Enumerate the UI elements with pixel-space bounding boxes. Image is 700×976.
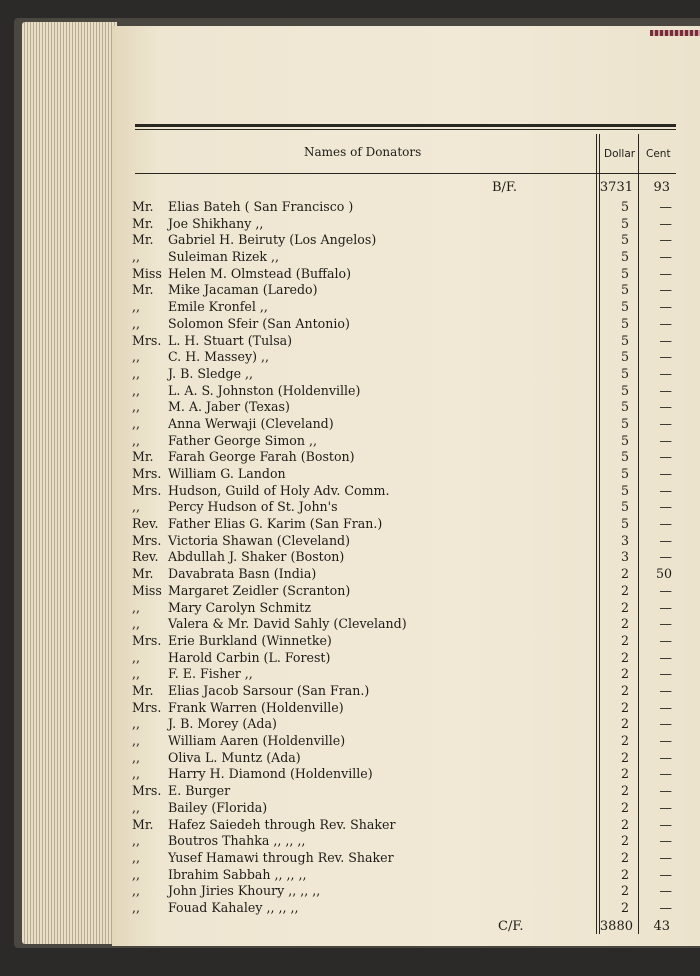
bookmark-ribbon xyxy=(650,30,700,36)
donation-cent: — xyxy=(659,432,672,448)
table-row xyxy=(132,583,680,600)
carried-forward-cent: 43 xyxy=(653,919,670,934)
donation-cent: — xyxy=(659,899,672,915)
table-row xyxy=(132,383,680,400)
donator-name: Harry H. Diamond (Holdenville) xyxy=(168,766,373,782)
table-row xyxy=(132,833,680,850)
donator-prefix: ,, xyxy=(132,315,141,331)
table-row xyxy=(132,266,680,283)
donator-name: Margaret Zeidler (Scranton) xyxy=(168,582,351,598)
table-row xyxy=(132,433,680,450)
donator-name: Harold Carbin (L. Forest) xyxy=(168,649,331,665)
donation-dollar: 5 xyxy=(620,382,629,398)
donator-name: Elias Bateh ( San Francisco ) xyxy=(168,199,354,214)
donator-name: John Jiries Khoury ,, ,, ,, xyxy=(168,883,321,899)
donator-name: L. A. S. Johnston (Holdenville) xyxy=(168,382,361,398)
donator-name: Farah George Farah (Boston) xyxy=(168,449,355,465)
donator-name: E. Burger xyxy=(168,783,231,799)
donation-dollar: 5 xyxy=(620,399,629,415)
donation-dollar: 5 xyxy=(620,466,629,482)
donation-cent: — xyxy=(659,382,672,398)
table-row xyxy=(132,416,680,433)
donator-prefix: Mrs. xyxy=(132,632,162,648)
donator-name: L. H. Stuart (Tulsa) xyxy=(168,332,293,348)
donator-name: Mike Jacaman (Laredo) xyxy=(168,282,318,298)
donator-prefix: ,, xyxy=(132,866,141,882)
donation-cent: — xyxy=(659,749,672,765)
table-row xyxy=(132,766,680,783)
donator-prefix: Mr. xyxy=(132,215,154,231)
table-row xyxy=(132,700,680,717)
top-rule-thin xyxy=(135,129,676,130)
donator-prefix: Mr. xyxy=(132,449,154,465)
donation-dollar: 5 xyxy=(620,265,629,281)
donation-cent: — xyxy=(659,249,672,265)
donation-dollar: 2 xyxy=(620,799,629,815)
donator-prefix: ,, xyxy=(132,833,141,849)
donator-name: M. A. Jaber (Texas) xyxy=(168,399,290,415)
donator-name: Elias Jacob Sarsour (San Fran.) xyxy=(168,683,370,698)
header-rule xyxy=(135,173,676,174)
table-row xyxy=(132,232,680,249)
table-row xyxy=(132,867,680,884)
donation-cent: — xyxy=(659,399,672,415)
carried-forward-label: C/F. xyxy=(498,919,524,934)
donator-prefix: ,, xyxy=(132,716,141,732)
table-row xyxy=(132,316,680,333)
donator-prefix: ,, xyxy=(132,249,141,265)
table-row xyxy=(132,499,680,516)
donator-name: William Aaren (Holdenville) xyxy=(168,733,346,749)
donation-dollar: 5 xyxy=(620,282,629,298)
donation-cent: — xyxy=(659,299,672,315)
donator-prefix: Mr. xyxy=(132,232,154,248)
donator-name: Emile Kronfel ,, xyxy=(168,299,268,315)
table-row xyxy=(132,249,680,266)
donation-dollar: 2 xyxy=(620,816,629,832)
donation-cent: — xyxy=(659,349,672,365)
table-row xyxy=(132,616,680,633)
donator-prefix: ,, xyxy=(132,766,141,782)
donation-cent: — xyxy=(659,265,672,281)
donation-dollar: 2 xyxy=(620,632,629,648)
donation-dollar: 5 xyxy=(620,516,629,532)
brought-forward-cent: 93 xyxy=(653,180,670,195)
donation-dollar: 2 xyxy=(620,582,629,598)
donation-cent: — xyxy=(659,499,672,515)
donation-dollar: 2 xyxy=(620,866,629,882)
donation-cent: — xyxy=(659,616,672,632)
donator-prefix: ,, xyxy=(132,415,141,431)
donator-prefix: ,, xyxy=(132,599,141,615)
donation-cent: — xyxy=(659,716,672,732)
donator-prefix: ,, xyxy=(132,432,141,448)
donation-dollar: 2 xyxy=(620,766,629,782)
donation-dollar: 5 xyxy=(620,315,629,331)
donator-name: C. H. Massey) ,, xyxy=(168,349,270,365)
donation-cent: — xyxy=(659,365,672,381)
donation-dollar: 5 xyxy=(620,199,629,214)
table-row xyxy=(132,533,680,550)
donation-dollar: 5 xyxy=(620,365,629,381)
donation-dollar: 2 xyxy=(620,649,629,665)
donator-prefix: Mrs. xyxy=(132,466,162,482)
donator-prefix: Mr. xyxy=(132,566,154,582)
donator-name: William G. Landon xyxy=(168,466,286,482)
donator-prefix: ,, xyxy=(132,382,141,398)
donation-dollar: 2 xyxy=(620,733,629,749)
donation-dollar: 2 xyxy=(620,899,629,915)
table-row xyxy=(132,349,680,366)
donation-cent: — xyxy=(659,549,672,565)
donation-cent: — xyxy=(659,199,672,214)
donator-name: Erie Burkland (Winnetke) xyxy=(168,632,332,648)
donator-name: Helen M. Olmstead (Buffalo) xyxy=(168,265,352,281)
table-row xyxy=(132,516,680,533)
donation-cent: — xyxy=(659,532,672,548)
donator-prefix: Mr. xyxy=(132,199,154,214)
top-rule xyxy=(135,124,676,127)
donation-dollar: 2 xyxy=(620,666,629,682)
donation-dollar: 5 xyxy=(620,299,629,315)
donation-cent: — xyxy=(659,866,672,882)
donator-name: Victoria Shawan (Cleveland) xyxy=(168,532,351,548)
donation-cent: — xyxy=(659,849,672,865)
donator-name: Suleiman Rizek ,, xyxy=(168,249,280,265)
donation-cent: — xyxy=(659,632,672,648)
donator-prefix: ,, xyxy=(132,749,141,765)
donator-prefix: Mrs. xyxy=(132,532,162,548)
donator-prefix: Mrs. xyxy=(132,783,162,799)
donator-name: Fouad Kahaley ,, ,, ,, xyxy=(168,899,299,915)
donation-dollar: 2 xyxy=(620,683,629,698)
donation-cent: — xyxy=(659,816,672,832)
table-row xyxy=(132,883,680,900)
donator-name: Oliva L. Muntz (Ada) xyxy=(168,749,301,765)
table-row xyxy=(132,900,680,917)
brought-forward-dollar: 3731 xyxy=(599,180,633,195)
table-row xyxy=(132,666,680,683)
donator-prefix: Mr. xyxy=(132,816,154,832)
donation-dollar: 2 xyxy=(620,833,629,849)
donation-dollar: 2 xyxy=(620,716,629,732)
donator-prefix: Mrs. xyxy=(132,699,162,715)
donation-cent: — xyxy=(659,733,672,749)
donator-prefix: ,, xyxy=(132,883,141,899)
donation-dollar: 5 xyxy=(620,232,629,248)
donator-name: Valera & Mr. David Sahly (Cleveland) xyxy=(168,616,407,632)
donator-prefix: ,, xyxy=(132,616,141,632)
table-row xyxy=(132,199,680,216)
table-row xyxy=(132,650,680,667)
donation-dollar: 2 xyxy=(620,849,629,865)
donation-cent: — xyxy=(659,315,672,331)
donator-name: Hafez Saiedeh through Rev. Shaker xyxy=(168,816,396,832)
donation-cent: — xyxy=(659,783,672,799)
donation-dollar: 5 xyxy=(620,499,629,515)
donator-prefix: ,, xyxy=(132,799,141,815)
donation-dollar: 2 xyxy=(620,599,629,615)
donator-prefix: Mrs. xyxy=(132,482,162,498)
donator-name: Ibrahim Sabbah ,, ,, ,, xyxy=(168,866,307,882)
donation-cent: — xyxy=(659,699,672,715)
donation-cent: — xyxy=(659,332,672,348)
donation-cent: — xyxy=(659,683,672,698)
donation-cent: — xyxy=(659,466,672,482)
donation-dollar: 5 xyxy=(620,449,629,465)
donator-prefix: Miss xyxy=(132,265,162,281)
donator-name: Gabriel H. Beiruty (Los Angelos) xyxy=(168,232,377,248)
donator-name: Joe Shikhany ,, xyxy=(168,215,264,231)
donation-dollar: 5 xyxy=(620,249,629,265)
donation-cent: — xyxy=(659,232,672,248)
donator-prefix: Mrs. xyxy=(132,332,162,348)
donator-prefix: Mr. xyxy=(132,282,154,298)
donator-prefix: ,, xyxy=(132,649,141,665)
donation-dollar: 3 xyxy=(620,549,629,565)
page-edges xyxy=(22,22,117,944)
donation-dollar: 3 xyxy=(620,532,629,548)
donation-cent: 50 xyxy=(655,566,672,582)
donator-name: J. B. Sledge ,, xyxy=(168,365,254,381)
table-row xyxy=(132,282,680,299)
table-row xyxy=(132,466,680,483)
donator-prefix: ,, xyxy=(132,849,141,865)
donation-dollar: 2 xyxy=(620,616,629,632)
donator-prefix: ,, xyxy=(132,299,141,315)
donation-cent: — xyxy=(659,599,672,615)
table-row xyxy=(132,783,680,800)
donator-name: J. B. Morey (Ada) xyxy=(168,716,277,732)
donation-cent: — xyxy=(659,415,672,431)
carried-forward-dollar: 3880 xyxy=(599,919,633,934)
donation-dollar: 5 xyxy=(620,482,629,498)
donator-prefix: ,, xyxy=(132,499,141,515)
donator-prefix: Rev. xyxy=(132,516,159,532)
header-cent: Cent xyxy=(646,148,671,160)
table-row xyxy=(132,399,680,416)
brought-forward-label: B/F. xyxy=(492,180,518,195)
donation-dollar: 2 xyxy=(620,699,629,715)
donation-cent: — xyxy=(659,883,672,899)
donation-cent: — xyxy=(659,666,672,682)
donation-dollar: 5 xyxy=(620,415,629,431)
table-row xyxy=(132,683,680,700)
donator-name: Abdullah J. Shaker (Boston) xyxy=(168,549,345,565)
donator-name: Bailey (Florida) xyxy=(168,799,268,815)
donator-prefix: Mr. xyxy=(132,683,154,698)
donation-cent: — xyxy=(659,516,672,532)
donator-prefix: ,, xyxy=(132,899,141,915)
donator-name: Boutros Thahka ,, ,, ,, xyxy=(168,833,306,849)
donator-name: Mary Carolyn Schmitz xyxy=(168,599,312,615)
donation-dollar: 2 xyxy=(620,883,629,899)
donation-dollar: 5 xyxy=(620,332,629,348)
donator-name: Solomon Sfeir (San Antonio) xyxy=(168,315,350,331)
donator-prefix: ,, xyxy=(132,733,141,749)
table-row xyxy=(132,800,680,817)
donation-cent: — xyxy=(659,215,672,231)
table-row xyxy=(132,600,680,617)
table-row xyxy=(132,333,680,350)
donation-dollar: 5 xyxy=(620,215,629,231)
table-row xyxy=(132,549,680,566)
donation-cent: — xyxy=(659,833,672,849)
donator-name: Father George Simon ,, xyxy=(168,432,317,448)
donation-cent: — xyxy=(659,582,672,598)
donation-dollar: 2 xyxy=(620,749,629,765)
table-row xyxy=(132,216,680,233)
table-row xyxy=(132,566,680,583)
table-row xyxy=(132,850,680,867)
donator-prefix: ,, xyxy=(132,349,141,365)
header-names: Names of Donators xyxy=(304,145,422,159)
donator-name: Percy Hudson of St. John's xyxy=(168,499,338,515)
donator-prefix: ,, xyxy=(132,365,141,381)
table-row xyxy=(132,817,680,834)
table-row xyxy=(132,299,680,316)
donator-prefix: Rev. xyxy=(132,549,159,565)
donator-name: Father Elias G. Karim (San Fran.) xyxy=(168,516,383,532)
donation-cent: — xyxy=(659,766,672,782)
donation-dollar: 5 xyxy=(620,432,629,448)
table-row xyxy=(132,483,680,500)
table-row xyxy=(132,449,680,466)
table-row xyxy=(132,716,680,733)
table-row xyxy=(132,750,680,767)
donation-cent: — xyxy=(659,649,672,665)
donator-prefix: ,, xyxy=(132,666,141,682)
donator-name: Frank Warren (Holdenville) xyxy=(168,699,344,715)
donator-prefix: Miss xyxy=(132,582,162,598)
donation-cent: — xyxy=(659,449,672,465)
table-row xyxy=(132,733,680,750)
donation-dollar: 2 xyxy=(620,566,629,582)
donation-dollar: 5 xyxy=(620,349,629,365)
donation-cent: — xyxy=(659,482,672,498)
donator-name: F. E. Fisher ,, xyxy=(168,666,253,682)
donator-name: Hudson, Guild of Holy Adv. Comm. xyxy=(168,482,390,498)
donator-prefix: ,, xyxy=(132,399,141,415)
donator-name: Yusef Hamawi through Rev. Shaker xyxy=(168,849,394,865)
table-row xyxy=(132,633,680,650)
table-row xyxy=(132,366,680,383)
donation-cent: — xyxy=(659,282,672,298)
header-dollar: Dollar xyxy=(604,148,636,160)
donator-name: Davabrata Basn (India) xyxy=(168,566,317,582)
donation-cent: — xyxy=(659,799,672,815)
donation-dollar: 2 xyxy=(620,783,629,799)
donator-name: Anna Werwaji (Cleveland) xyxy=(168,415,334,431)
